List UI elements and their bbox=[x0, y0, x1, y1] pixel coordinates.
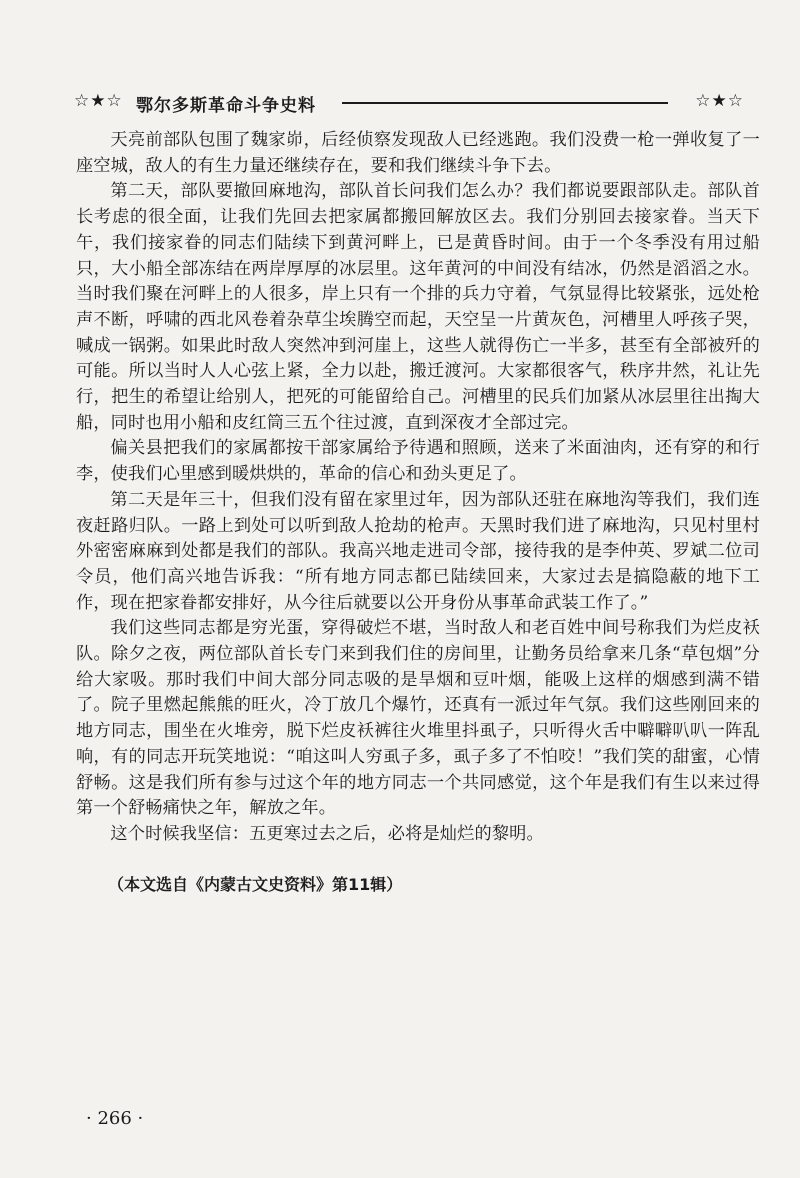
paragraph: 天亮前部队包围了魏家峁，后经侦察发现敌人已经逃跑。我们没费一枪一弹收复了一座空城，敌人的有生力量还继续存在，要和我们继续斗争下去。 bbox=[76, 130, 760, 176]
paragraph: 我们这些同志都是穷光蛋，穿得破烂不堪，当时敌人和老百姓中间号称我们为烂皮袄队。除夕之夜，两位部队首长专门来到我们住的房间里，让勤务员给拿来几条“草包烟”分给大家吸。那时我们中间大部分同志吸的是旱烟和豆叶烟，能吸上这样的烟感到满不错了。院子里燃起熊熊的旺火，冷丁放几个爆竹，还真有一派过年气氛。我们这些刚回来的地方同志，围坐在火堆旁，脱下烂皮袄裤往火堆里抖虱子，只听得火舌中噼噼叭叭一阵乱响，有的同志开玩笑地说：“咱这叫人穷虱子多，虱子多了不怕咬！”我们笑的甜蜜，心情舒畅。这是我们所有参与过这个年的地方同志一个共同感觉，这个年是我们有生以来过得第一个舒畅痛快之年，解放之年。 bbox=[76, 618, 760, 819]
header-rule bbox=[342, 102, 668, 104]
article-body bbox=[76, 128, 760, 848]
header-stars-right-icon: ☆★☆ bbox=[695, 91, 744, 111]
source-note: （本文选自《内蒙古文史资料》第11辑） bbox=[108, 875, 403, 894]
paragraph: 偏关县把我们的家属都按干部家属给予待遇和照顾，送来了米面油肉，还有穿的和行李，使我们心里感到暖烘烘的，革命的信心和劲头更足了。 bbox=[76, 438, 760, 485]
header-stars-left-icon: ☆★☆ bbox=[74, 91, 123, 111]
page-number: · 266 · bbox=[86, 1108, 144, 1129]
paragraph: 这个时候我坚信：五更寒过去之后，必将是灿烂的黎明。 bbox=[110, 823, 544, 844]
paragraph: 第二天是年三十，但我们没有留在家里过年，因为部队还驻在麻地沟等我们，我们连夜赶路归队。一路上到处可以听到敌人抢劫的枪声。天黑时我们进了麻地沟，只见村里村外密密麻麻到处都是我们的部队。我高兴地走进司令部，接待我的是李仲英、罗斌二位司令员，他们高兴地告诉我：“所有地方同志都已陆续回来，大家过去是搞隐蔽的地下工作，现在把家眷都安排好，从今往后就要以公开身份从事革命武装工作了。” bbox=[76, 489, 760, 613]
running-header-title: 鄂尔多斯革命斗争史料 bbox=[136, 96, 316, 116]
running-header bbox=[70, 88, 748, 114]
paragraph: 第二天，部队要撤回麻地沟，部队首长问我们怎么办？我们都说要跟部队走。部队首长考虑的很全面，让我们先回去把家属都搬回解放区去。我们分别回去接家眷。当天下午，我们接家眷的同志们陆续下到黄河畔上，已是黄昏时间。由于一个冬季没有用过船只，大小船全部冻结在两岸厚厚的冰层里。这年黄河的中间没有结冰，仍然是滔滔之水。当时我们聚在河畔上的人很多，岸上只有一个排的兵力守着，气氛显得比较紧张，远处枪声不断，呼啸的西北风卷着杂草尘埃腾空而起，天空呈一片黄灰色，河槽里人呼孩子哭，喊成一锅粥。如果此时敌人突然冲到河崖上，这些人就得伤亡一半多，甚至有全部被歼的可能。所以当时人人心弦上紧，全力以赴，搬迁渡河。大家都很客气，秩序井然，礼让先行，把生的希望让给别人，把死的可能留给自己。河槽里的民兵们加紧从冰层里往出掏大船，同时也用小船和皮红筒三五个往过渡，直到深夜才全部过完。 bbox=[76, 181, 760, 433]
